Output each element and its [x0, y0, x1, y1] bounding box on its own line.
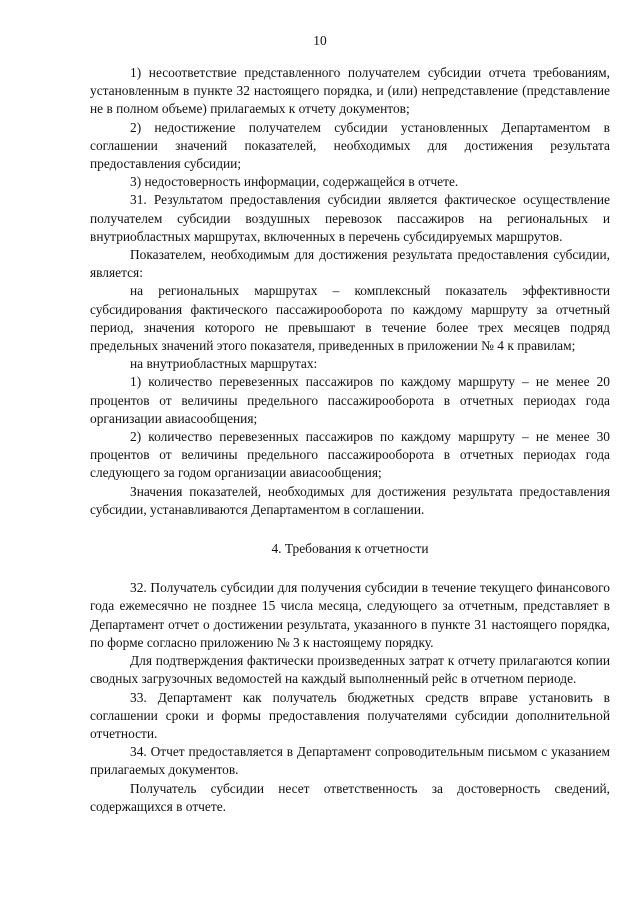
paragraph-clause-33: 33. Департамент как получатель бюджетных средств вправе установить в соглашении сроки и формы предоставления получателями субсидии дополнительной отчетности.: [90, 689, 610, 741]
paragraph-intraregional-intro: на внутриобластных маршрутах:: [130, 356, 318, 372]
section-heading: 4. Требования к отчетности: [271, 541, 429, 557]
paragraph-intraregional-item-2: 2) количество перевезенных пассажиров по каждому маршруту – не менее 30 процентов от величины предельного пассажирооборота в отчетных периодах года следующего за годом организации авиасообщения;: [90, 429, 610, 481]
paragraph-cost-confirmation: Для подтверждения фактически произведенных затрат к отчету прилагаются копии сводных загрузочных ведомостей на каждый выполненный рейс в отчетном периоде.: [90, 653, 610, 687]
paragraph-regional-routes: на региональных маршрутах – комплексный показатель эффективности субсидирования фактического пассажирооборота по каждому маршруту за отчетный период, значения которого не превышают в течение более трех месяцев подряд предельных значений этого показателя, приведенных в приложении № 4 к правилам;: [90, 283, 610, 354]
document-body: [90, 64, 610, 816]
paragraph-clause-31: 31. Результатом предоставления субсидии является фактическое осуществление получателем субсидии воздушных перевозок пассажиров на региональных и внутриобластных маршрутах, включенных в перечень субсидируемых маршрутов.: [90, 192, 610, 244]
paragraph-intraregional-item-1: 1) количество перевезенных пассажиров по каждому маршруту – не менее 20 процентов от величины предельного пассажирооборота в отчетных периодах года организации авиасообщения;: [90, 374, 610, 426]
paragraph-item-1: 1) несоответствие представленного получателем субсидии отчета требованиям, установленным в пункте 32 настоящего порядка, и (или) непредставление (представление не в полном объеме) прилагаемых к отчету документов;: [90, 65, 610, 117]
paragraph-responsibility: Получатель субсидии несет ответственность за достоверность сведений, содержащихся в отчете.: [90, 780, 610, 814]
paragraph-item-3: 3) недостоверность информации, содержащейся в отчете.: [130, 174, 459, 190]
paragraph-item-2: 2) недостижение получателем субсидии установленных Департаментом в соглашении значений показателей, необходимых для достижения результата предоставления субсидии;: [90, 119, 610, 172]
paragraph-clause-34: 34. Отчет предоставляется в Департамент сопроводительным письмом с указанием прилагаемых документов.: [90, 744, 610, 778]
paragraph-indicator-intro: Показателем, необходимым для достижения результата предоставления субсидии, является:: [90, 247, 610, 281]
paragraph-indicator-values: Значения показателей, необходимых для достижения результата предоставления субсидии, устанавливаются Департаментом в соглашении.: [90, 483, 610, 517]
paragraph-clause-32: 32. Получатель субсидии для получения субсидии в течение текущего финансового года ежемесячно не позднее 15 числа месяца, следующего за отчетным, представляет в Департамент отчет о достижении результата, указанного в пункте 31 настоящего порядка, по форме согласно приложению № 3 к настоящему порядку.: [90, 580, 610, 650]
page-number: 10: [313, 33, 327, 48]
